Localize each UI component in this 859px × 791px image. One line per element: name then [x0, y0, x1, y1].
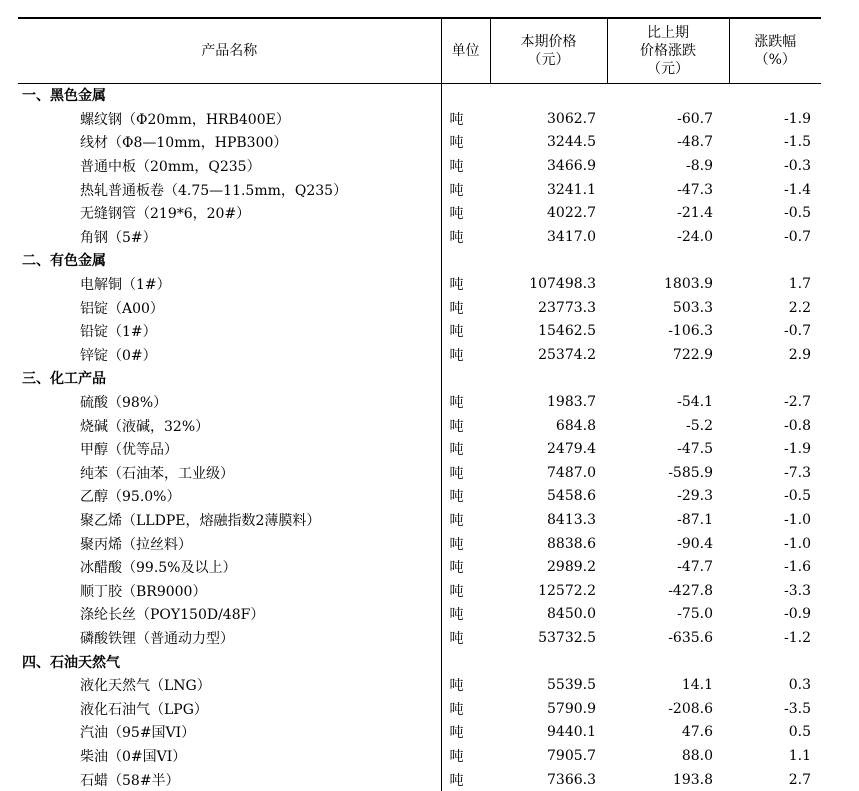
current-price-cell: 15462.5 [538, 323, 596, 340]
change-percent-cell: -0.5 [784, 488, 811, 505]
category-price-cell [490, 249, 607, 273]
unit-cell: 吨 [441, 296, 490, 320]
product-name-cell: 硫酸（98%） [80, 395, 168, 412]
table-row [18, 178, 821, 202]
product-name-cell: 无缝钢管（219*6，20#） [80, 206, 251, 223]
table-row [18, 319, 821, 343]
price-change-cell: 1803.9 [664, 276, 713, 293]
unit-cell: 吨 [441, 319, 490, 343]
product-name-cell: 铝锭（A00） [80, 300, 164, 317]
unit-cell: 吨 [441, 201, 490, 225]
product-name-cell: 烧碱（液碱，32%） [80, 418, 210, 435]
change-percent-cell: -1.2 [784, 629, 811, 646]
category-row [18, 83, 821, 107]
product-name-cell: 铅锭（1#） [80, 324, 157, 341]
price-change-cell: -54.1 [677, 394, 713, 411]
unit-cell: 吨 [441, 390, 490, 414]
category-title: 一、黑色金属 [22, 88, 106, 105]
table-row [18, 485, 821, 509]
current-price-cell: 3241.1 [547, 181, 596, 198]
current-price-cell: 7487.0 [547, 464, 596, 481]
table-row [18, 697, 821, 721]
change-percent-cell: -0.7 [784, 228, 811, 245]
product-name-cell: 电解铜（1#） [80, 277, 171, 294]
unit-cell: 吨 [441, 414, 490, 438]
current-price-cell: 3417.0 [547, 228, 596, 245]
table-row [18, 626, 821, 650]
unit-cell: 吨 [441, 768, 490, 791]
price-change-cell: 722.9 [672, 346, 713, 363]
price-change-cell: 47.6 [681, 724, 713, 741]
change-percent-cell: -0.9 [784, 606, 811, 623]
price-change-cell: -47.7 [677, 559, 713, 576]
unit-cell: 吨 [441, 532, 490, 556]
product-name-cell: 汽油（95#国VI） [80, 725, 196, 742]
unit-cell: 吨 [441, 107, 490, 131]
current-price-cell: 1983.7 [547, 394, 596, 411]
unit-cell: 吨 [441, 461, 490, 485]
product-name-cell: 冰醋酸（99.5%及以上） [80, 560, 237, 577]
change-percent-cell: 0.5 [788, 724, 811, 741]
category-change-cell [607, 367, 729, 391]
category-pct-cell [729, 367, 821, 391]
price-table [18, 17, 821, 791]
category-title: 四、石油天然气 [22, 654, 120, 671]
change-percent-cell: -3.5 [784, 700, 811, 717]
change-percent-cell: -3.3 [784, 582, 811, 599]
product-name-cell: 热轧普通板卷（4.75—11.5mm，Q235） [80, 182, 348, 199]
change-percent-cell: 0.3 [788, 677, 811, 694]
table-row [18, 272, 821, 296]
category-unit-cell [441, 83, 490, 107]
change-percent-cell: -1.5 [784, 134, 811, 151]
header-unit: 单位 [441, 18, 490, 83]
price-change-cell: -29.3 [677, 488, 713, 505]
current-price-cell: 9440.1 [547, 724, 596, 741]
price-change-cell: -5.2 [686, 417, 713, 434]
category-row [18, 367, 821, 391]
change-percent-cell: 2.7 [788, 771, 811, 788]
product-name-cell: 锌锭（0#） [80, 347, 157, 364]
table-row [18, 555, 821, 579]
product-name-cell: 液化天然气（LNG） [80, 678, 211, 695]
change-percent-cell: -2.7 [784, 394, 811, 411]
current-price-cell: 8413.3 [547, 511, 596, 528]
unit-cell: 吨 [441, 131, 490, 155]
table-row [18, 154, 821, 178]
table-row [18, 603, 821, 627]
price-change-cell: -635.6 [668, 629, 713, 646]
change-percent-cell: -0.7 [784, 323, 811, 340]
category-row [18, 650, 821, 674]
current-price-cell: 8838.6 [547, 535, 596, 552]
category-title: 三、化工产品 [22, 371, 106, 388]
change-percent-cell: -1.9 [784, 441, 811, 458]
unit-cell: 吨 [441, 579, 490, 603]
category-price-cell [490, 650, 607, 674]
table-row [18, 201, 821, 225]
table-row [18, 131, 821, 155]
unit-cell: 吨 [441, 485, 490, 509]
table-body [18, 83, 821, 791]
unit-cell: 吨 [441, 673, 490, 697]
price-change-cell: 193.8 [672, 771, 713, 788]
product-name-cell: 液化石油气（LPG） [80, 701, 208, 718]
current-price-cell: 3466.9 [547, 158, 596, 175]
price-change-cell: -208.6 [668, 700, 713, 717]
change-percent-cell: 2.9 [788, 346, 811, 363]
category-unit-cell [441, 367, 490, 391]
category-title: 二、有色金属 [22, 253, 106, 270]
table-row [18, 532, 821, 556]
price-change-cell: 503.3 [672, 299, 713, 316]
unit-cell: 吨 [441, 225, 490, 249]
table-row [18, 744, 821, 768]
product-name-cell: 乙醇（95.0%） [80, 489, 181, 506]
unit-cell: 吨 [441, 697, 490, 721]
change-percent-cell: 1.1 [788, 747, 811, 764]
table-row [18, 673, 821, 697]
unit-cell: 吨 [441, 555, 490, 579]
table-row [18, 579, 821, 603]
price-change-cell: -8.9 [686, 158, 713, 175]
unit-cell: 吨 [441, 721, 490, 745]
header-price-change: 比上期 价格涨跌 （元） [607, 18, 729, 83]
product-name-cell: 顺丁胶（BR9000） [80, 583, 207, 600]
table-row [18, 414, 821, 438]
category-price-cell [490, 83, 607, 107]
current-price-cell: 107498.3 [529, 276, 596, 293]
current-price-cell: 2989.2 [547, 559, 596, 576]
current-price-cell: 53732.5 [538, 629, 596, 646]
price-change-cell: 88.0 [681, 747, 713, 764]
unit-cell: 吨 [441, 626, 490, 650]
change-percent-cell: -0.3 [784, 158, 811, 175]
product-name-cell: 聚乙烯（LLDPE，熔融指数2薄膜料） [80, 512, 321, 529]
current-price-cell: 7366.3 [547, 771, 596, 788]
table-row [18, 343, 821, 367]
category-pct-cell [729, 650, 821, 674]
change-percent-cell: -1.0 [784, 511, 811, 528]
change-percent-cell: -1.9 [784, 110, 811, 127]
current-price-cell: 25374.2 [538, 346, 596, 363]
current-price-cell: 684.8 [555, 417, 596, 434]
current-price-cell: 12572.2 [538, 582, 596, 599]
price-change-cell: -75.0 [677, 606, 713, 623]
price-change-cell: -90.4 [677, 535, 713, 552]
table-row [18, 437, 821, 461]
price-change-cell: -47.3 [677, 181, 713, 198]
current-price-cell: 5790.9 [547, 700, 596, 717]
category-change-cell [607, 650, 729, 674]
product-name-cell: 甲醇（优等品） [80, 442, 178, 459]
current-price-cell: 8450.0 [547, 606, 596, 623]
unit-cell: 吨 [441, 603, 490, 627]
table-row [18, 508, 821, 532]
header-change-percent: 涨跌幅 （%） [729, 18, 821, 83]
category-change-cell [607, 249, 729, 273]
product-name-cell: 线材（Φ8—10mm，HPB300） [80, 135, 288, 152]
change-percent-cell: 1.7 [788, 276, 811, 293]
category-price-cell [490, 367, 607, 391]
current-price-cell: 7905.7 [547, 747, 596, 764]
product-name-cell: 柴油（0#国VI） [80, 748, 187, 765]
price-change-cell: -427.8 [668, 582, 713, 599]
unit-cell: 吨 [441, 508, 490, 532]
category-row [18, 249, 821, 273]
category-change-cell [607, 83, 729, 107]
unit-cell: 吨 [441, 272, 490, 296]
product-name-cell: 纯苯（石油苯，工业级） [80, 465, 234, 482]
unit-cell: 吨 [441, 437, 490, 461]
current-price-cell: 23773.3 [538, 299, 596, 316]
product-name-cell: 石蜡（58#半） [80, 772, 180, 789]
product-name-cell: 涤纶长丝（POY150D/48F） [80, 607, 265, 624]
product-name-cell: 角钢（5#） [80, 229, 157, 246]
product-name-cell: 磷酸铁锂（普通动力型） [80, 630, 234, 647]
table-row [18, 296, 821, 320]
price-change-cell: 14.1 [681, 677, 713, 694]
current-price-cell: 5539.5 [547, 677, 596, 694]
change-percent-cell: -0.5 [784, 205, 811, 222]
unit-cell: 吨 [441, 744, 490, 768]
current-price-cell: 3244.5 [547, 134, 596, 151]
price-change-cell: -47.5 [677, 441, 713, 458]
category-pct-cell [729, 249, 821, 273]
table-row [18, 390, 821, 414]
product-name-cell: 普通中板（20mm，Q235） [80, 159, 261, 176]
current-price-cell: 3062.7 [547, 110, 596, 127]
change-percent-cell: -1.6 [784, 559, 811, 576]
price-change-cell: -21.4 [677, 205, 713, 222]
current-price-cell: 5458.6 [547, 488, 596, 505]
price-change-cell: -24.0 [677, 228, 713, 245]
header-product-name: 产品名称 [18, 18, 441, 83]
unit-cell: 吨 [441, 178, 490, 202]
current-price-cell: 2479.4 [547, 441, 596, 458]
product-name-cell: 聚丙烯（拉丝料） [80, 536, 192, 553]
change-percent-cell: -1.0 [784, 535, 811, 552]
table-row [18, 107, 821, 131]
table-row [18, 721, 821, 745]
change-percent-cell: -0.8 [784, 417, 811, 434]
category-unit-cell [441, 650, 490, 674]
price-change-cell: -60.7 [677, 110, 713, 127]
header-current-price: 本期价格 （元） [490, 18, 607, 83]
price-change-cell: -106.3 [668, 323, 713, 340]
unit-cell: 吨 [441, 343, 490, 367]
current-price-cell: 4022.7 [547, 205, 596, 222]
category-unit-cell [441, 249, 490, 273]
unit-cell: 吨 [441, 154, 490, 178]
price-change-cell: -87.1 [677, 511, 713, 528]
category-pct-cell [729, 83, 821, 107]
change-percent-cell: 2.2 [788, 299, 811, 316]
price-change-cell: -48.7 [677, 134, 713, 151]
table-row [18, 225, 821, 249]
table-header [18, 18, 821, 83]
price-change-cell: -585.9 [668, 464, 713, 481]
table-row [18, 768, 821, 791]
table-row [18, 461, 821, 485]
change-percent-cell: -7.3 [784, 464, 811, 481]
change-percent-cell: -1.4 [784, 181, 811, 198]
product-name-cell: 螺纹钢（Φ20mm，HRB400E） [80, 111, 290, 128]
